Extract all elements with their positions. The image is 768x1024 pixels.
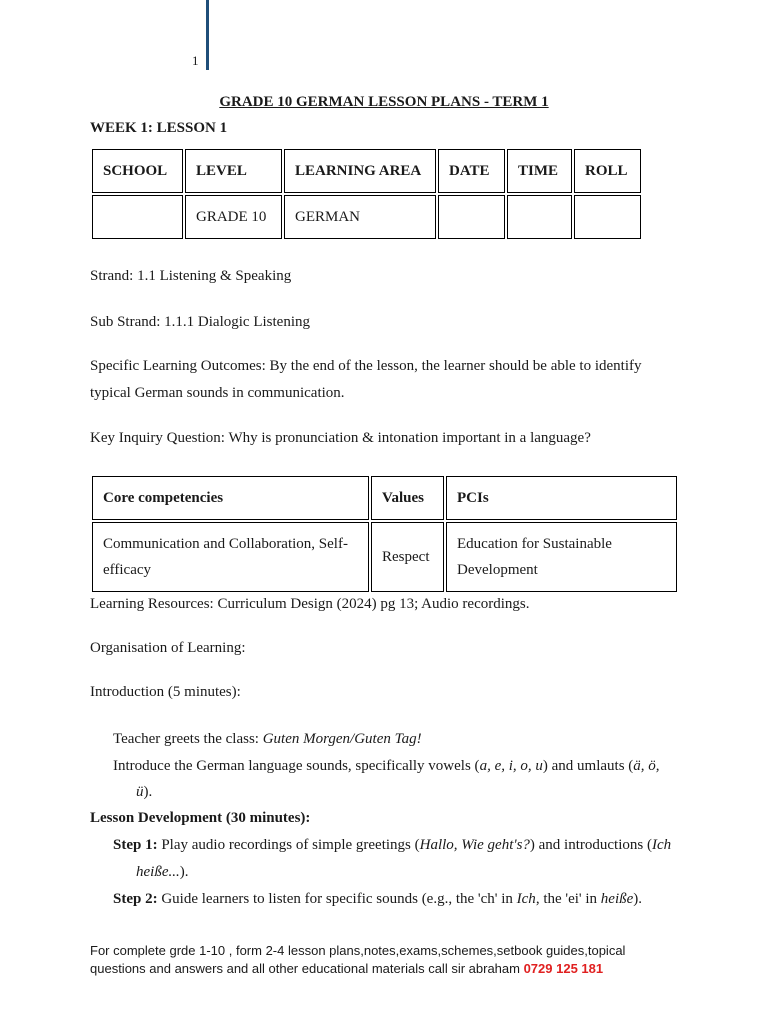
learning-outcomes-line2: typical German sounds in communication. — [90, 385, 345, 401]
sub-strand-text: Sub Strand: 1.1.1 Dialogic Listening — [90, 314, 310, 330]
footer-phone: 0729 125 181 — [523, 961, 604, 976]
learning-outcomes-line1: Specific Learning Outcomes: By the end of the lesson, the learner should be able to identify — [90, 358, 642, 374]
step2-ich: Ich — [516, 891, 536, 907]
document-title: GRADE 10 GERMAN LESSON PLANS - TERM 1 — [219, 94, 549, 110]
value-time — [507, 195, 572, 239]
header-time: TIME — [507, 149, 572, 193]
value-learning-area: GERMAN — [284, 195, 436, 239]
key-inquiry-question: Key Inquiry Question: Why is pronunciation & intonation important in a language? — [90, 430, 591, 446]
header-date: DATE — [438, 149, 505, 193]
footer-line2 — [90, 960, 690, 978]
intro-greeting — [113, 731, 422, 748]
footer-advert — [90, 942, 690, 978]
step1-intro-phrase-l1: Ich — [651, 837, 672, 853]
header-learning-area: LEARNING AREA — [284, 149, 436, 193]
lesson-info-table — [90, 147, 643, 241]
value-level: GRADE 10 — [185, 195, 282, 239]
intro-sounds-cont — [136, 784, 152, 801]
step2-line — [113, 891, 642, 908]
week-heading: WEEK 1: LESSON 1 — [90, 120, 228, 136]
header-school: SCHOOL — [92, 149, 183, 193]
competencies-value-row — [92, 522, 677, 592]
header-accent-line — [206, 0, 209, 70]
learning-resources: Learning Resources: Curriculum Design (2024) pg 13; Audio recordings. — [90, 596, 530, 612]
introduction-heading: Introduction (5 minutes): — [90, 684, 241, 700]
step1-line2 — [136, 864, 188, 881]
intro-greeting-prefix: Teacher greets the class: — [113, 731, 263, 747]
intro-greeting-phrase: Guten Morgen/Guten Tag! — [262, 731, 422, 747]
header-level: LEVEL — [185, 149, 282, 193]
pcis-line2: Development — [457, 562, 538, 578]
intro-umlauts-line1: ä, ö, — [633, 758, 660, 774]
step1-end: ). — [179, 864, 189, 880]
header-pcis: PCIs — [446, 476, 677, 520]
footer-line2-text: questions and answers and all other educational materials call sir abraham — [90, 961, 524, 976]
footer-line1: For complete grde 1-10 , form 2-4 lesson plans,notes,exams,schemes,setbook guides,topical — [90, 943, 626, 958]
value-roll — [574, 195, 641, 239]
organisation-heading: Organisation of Learning: — [90, 640, 246, 656]
core-competencies-line1: Communication and Collaboration, Self- — [103, 536, 348, 552]
intro-sounds — [113, 758, 660, 775]
step2-text: Guide learners to listen for specific sounds (e.g., the 'ch' in — [157, 891, 517, 907]
lesson-development-heading: Lesson Development (30 minutes): — [90, 810, 311, 826]
page-number: 1 — [192, 53, 199, 68]
competencies-table — [90, 474, 679, 594]
intro-sounds-prefix: Introduce the German language sounds, specifically vowels ( — [113, 758, 480, 774]
info-table-header-row — [92, 149, 641, 193]
intro-sounds-mid: ) and umlauts ( — [542, 758, 634, 774]
intro-vowels: a, e, i, o, u — [479, 758, 543, 774]
values-cell: Respect — [371, 522, 444, 592]
header-values: Values — [371, 476, 444, 520]
step1-text: Play audio recordings of simple greetings ( — [157, 837, 420, 853]
value-school — [92, 195, 183, 239]
intro-umlauts-line2: ü — [136, 784, 144, 800]
step1-text2: ) and introductions ( — [529, 837, 652, 853]
header-roll: ROLL — [574, 149, 641, 193]
intro-sounds-end: ). — [143, 784, 153, 800]
core-competencies-cell — [92, 522, 369, 592]
step1-line1 — [113, 837, 671, 854]
step1-label: Step 1: — [113, 837, 158, 853]
step1-intro-phrase-l2: heiße... — [136, 864, 180, 880]
strand-text: Strand: 1.1 Listening & Speaking — [90, 268, 292, 284]
header-core-competencies: Core competencies — [92, 476, 369, 520]
value-date — [438, 195, 505, 239]
core-competencies-line2: efficacy — [103, 562, 152, 578]
pcis-line1: Education for Sustainable — [457, 536, 612, 552]
step1-greetings: Hallo, Wie geht's? — [419, 837, 530, 853]
pcis-cell — [446, 522, 677, 592]
competencies-header-row — [92, 476, 677, 520]
step2-heisse: heiße — [600, 891, 634, 907]
info-table-value-row — [92, 195, 641, 239]
step2-label: Step 2: — [113, 891, 158, 907]
step2-end: ). — [633, 891, 643, 907]
step2-text2: , the 'ei' in — [535, 891, 601, 907]
